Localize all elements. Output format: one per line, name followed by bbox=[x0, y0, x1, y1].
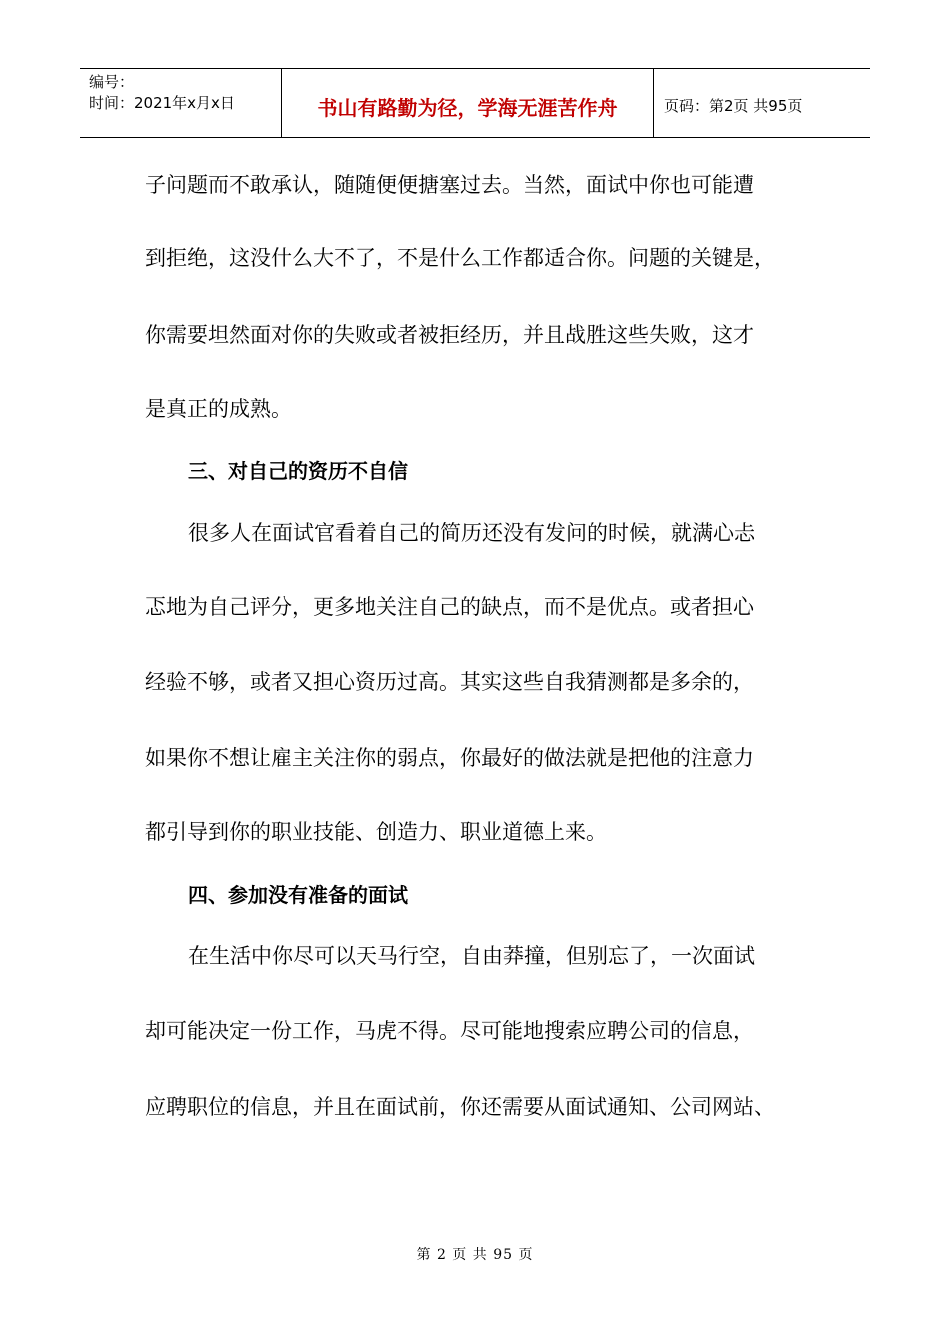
document-header bbox=[80, 68, 870, 138]
paragraph-line: 在生活中你尽可以天马行空，自由莽撞，但别忘了，一次面试 bbox=[188, 944, 755, 968]
paragraph-line: 如果你不想让雇主关注你的弱点，你最好的做法就是把他的注意力 bbox=[145, 746, 754, 770]
paragraph-line: 很多人在面试官看着自己的简历还没有发问的时候，就满心忐 bbox=[188, 521, 755, 545]
page-footer: 第 2 页 共 95 页 bbox=[416, 1247, 534, 1263]
header-page-cell bbox=[654, 69, 870, 137]
paragraph-line: 到拒绝，这没什么大不了，不是什么工作都适合你。问题的关键是， bbox=[145, 246, 775, 270]
paragraph-line: 都引导到你的职业技能、创造力、职业道德上来。 bbox=[145, 820, 607, 844]
header-motto-cell bbox=[282, 69, 654, 137]
date-label: 时间：2021年x月x日 bbox=[89, 94, 235, 112]
header-meta-cell bbox=[80, 69, 282, 137]
header-page-info: 页码：第2页 共95页 bbox=[664, 96, 803, 115]
paragraph-line: 子问题而不敢承认，随随便便搪塞过去。当然，面试中你也可能遭 bbox=[145, 173, 754, 197]
paragraph-line: 应聘职位的信息，并且在面试前，你还需要从面试通知、公司网站、 bbox=[145, 1095, 775, 1119]
paragraph-line: 忑地为自己评分，更多地关注自己的缺点，而不是优点。或者担心 bbox=[145, 595, 754, 619]
paragraph-line: 却可能决定一份工作，马虎不得。尽可能地搜索应聘公司的信息， bbox=[145, 1019, 754, 1043]
section-heading-4: 四、参加没有准备的面试 bbox=[188, 883, 408, 907]
number-label: 编号： bbox=[89, 73, 135, 91]
paragraph-line: 你需要坦然面对你的失败或者被拒经历，并且战胜这些失败，这才 bbox=[145, 323, 754, 347]
section-heading-3: 三、对自己的资历不自信 bbox=[188, 459, 408, 483]
paragraph-line: 是真正的成熟。 bbox=[145, 397, 292, 421]
paragraph-line: 经验不够，或者又担心资历过高。其实这些自我猜测都是多余的， bbox=[145, 670, 754, 694]
header-motto: 书山有路勤为径，学海无涯苦作舟 bbox=[317, 95, 618, 120]
